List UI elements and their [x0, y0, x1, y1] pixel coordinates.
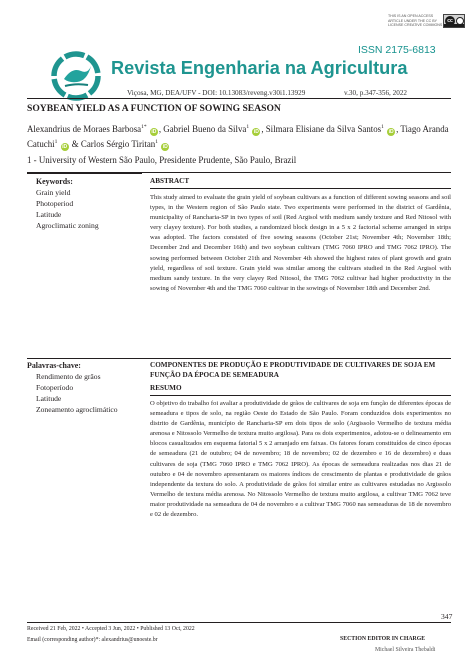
keyword: Latitude	[36, 393, 62, 403]
author-affil-mark: 1*	[141, 124, 147, 130]
author-affil-mark: 1	[381, 124, 384, 130]
affiliation: 1 - University of Western São Paulo, Presidente Prudente, São Paulo, Brazil	[27, 155, 297, 165]
author-affil-mark: 1	[155, 139, 158, 146]
keyword: Photoperiod	[36, 198, 74, 208]
orcid-icon[interactable]: iD	[62, 144, 68, 151]
author-name: Carlos Sérgio Tiritan	[80, 139, 156, 150]
section-editor-label: SECTION EDITOR IN CHARGE	[340, 636, 426, 642]
article-title: SOYBEAN YIELD AS A FUNCTION OF SOWING SEASON	[27, 103, 281, 114]
author-name: Silmara Elisiane da Silva Santos	[265, 123, 382, 134]
header-rule	[27, 98, 451, 99]
cc-by-badge[interactable]	[443, 14, 465, 28]
corresponding-email[interactable]: Email (corresponding author)*: alexandrius@unoeste.br	[27, 637, 158, 643]
keyword: Fotoperíodo	[36, 382, 74, 392]
license-text	[388, 14, 444, 28]
keywords-rule	[27, 173, 142, 174]
keyword: Grain yield	[36, 188, 71, 197]
doi-line: Viçosa, MG, DEA/UFV - DOI: 10.13083/reveng.v30i1.13929	[127, 89, 306, 97]
author-list: Alexandrius de Moraes Barbosa$^{1*}$ iD , Gabriel Bueno da Silva$^1$ iD , Silmara Elisiane da Silva Santos$^1$ iD , Tiago Aranda Catuchi$^1$ iD & Carlos Sérgio Tiritan$^1$ iD	[27, 123, 449, 151]
author-name: Alexandrius de Moraes Barbosa	[27, 123, 142, 134]
author-affil-mark: 1	[246, 124, 250, 130]
abstract-rule	[150, 188, 451, 189]
volume-line: v.30, p.347-356, 2022	[344, 89, 408, 97]
page-number: 347	[441, 612, 453, 621]
resumo-heading: RESUMO	[150, 384, 182, 392]
resumo-title: COMPONENTES DE PRODUÇÃO E PRODUTIVIDADE DE CULTIVARES DE SOJA EM FUNÇÃO DA ÉPOCA DE SEMEADURA	[150, 361, 436, 379]
author-name: Tiago Aranda Catuchi	[27, 123, 449, 150]
keyword: Agroclimatic zoning	[36, 220, 99, 230]
palavras-heading: Palavras-chave:	[27, 361, 81, 370]
license-line: LICENSE CREATIVE COMMONS	[388, 23, 443, 28]
footer-rule	[27, 622, 451, 623]
journal-title: Revista Engenharia na Agricultura	[111, 58, 408, 78]
section-editor-name: Michael Silveira Thebaldi	[375, 647, 436, 653]
section-rule	[27, 358, 451, 359]
keyword: Zoneamento agroclimático	[36, 404, 118, 414]
keyword: Rendimento de grãos	[36, 372, 101, 381]
orcid-icon[interactable]: iD	[388, 128, 394, 135]
orcid-icon[interactable]: iD	[253, 128, 259, 135]
author-affil-mark: 1	[54, 139, 58, 146]
palavras-list	[36, 372, 141, 416]
author-name: Gabriel Bueno da Silva	[163, 123, 247, 134]
issn: ISSN 2175-6813	[358, 44, 436, 56]
resumo-rule	[150, 395, 451, 396]
article-dates: Received 21 Feb, 2022 • Accepted 3 Jun, 2022 • Published 13 Oct, 2022	[27, 626, 195, 632]
keywords-heading: Keywords:	[36, 177, 73, 186]
license-line: ARTICLE UNDER THE CC BY	[388, 18, 437, 23]
cc-logo: cc	[445, 16, 455, 26]
abstract-heading: ABSTRACT	[150, 177, 190, 185]
abstract-text: This study aimed to evaluate the grain yield of soybean cultivars as a function of different sowing seasons and soil types, in the Western region of São Paulo state. Two experiments were performed in the district of Gardênia, municipality of Rancharia-SP in two types of soil (Red Argisol with medium sandy texture and Red Nitosol with very clayey texture). For both studies, a randomized block design in a 5 x 2 factorial scheme arranged in strips was adopted. The factors consisted of five sowing seasons (October 21st; November 4th; November 18th; December 2nd and December 16th) and two soybean cultivars (TMG 7060 IPRO and TMG 7062 IPRO). The sowing performed between October 21th and November 4th showed the highest rates of plant growth and grain yield, regardless of soil texture. Grain yield was similar among the cultivars studied in the Red Argisol with medium sandy texture. In the very clayey Red Nitosol, the TMG 7062 cultivar had higher productivity in the sowing of November 4th and the TMG 7060 cultivar in the sowings of November 18th and December 2nd.	[150, 194, 451, 292]
keywords-list	[36, 188, 136, 232]
resumo-text: O objetivo do trabalho foi avaliar a produtividade de grãos de cultivares de soja em função de diferentes épocas de semeadura e tipos de solo, na região Oeste do Estado de São Paulo. Foram conduzidos dois experimentos no distrito de Gardênia, município de Rancharia-SP em dois tipos de solo (Argissolo Vermelho de textura média arenosa e Nitossolo Vermelho de textura muito argilosa). Para os dois experimentos, adotou-se o delineamento em blocos casualizados em esquema fatorial 5 x 2 arranjado em faixas. Os fatores foram constituídos de cinco épocas de semeadura (21 de outubro; 04 de novembro; 18 de novembro; 02 de dezembro e 16 de dezembro) e duas cultivares de soja (TMG 7060 IPRO e TMG 7062 IPRO). As épocas de semeadura realizadas nos dias 21 de outubro e 04 de novembro apresentaram os maiores índices de crescimento de plantas e produtividade de grãos independente da textura do solo. A produtividade de grãos foi similar entre as cultivares estudadas no Argissolo Vermelho de textura média arenosa. No Nitossolo Vermelho de textura muito argilosa, a cultivar TMG 7062 teve maior produtividade na semeadura de 04 de novembro e a cultivar TMG 7060 nas semeaduras de 18 de novembro e 02 de dezembro.	[150, 400, 451, 519]
orcid-icon[interactable]: iD	[162, 144, 168, 151]
journal-logo	[50, 50, 102, 102]
license-line: THIS IS AN OPEN ACCESS	[388, 14, 434, 18]
badge-strip	[444, 24, 464, 27]
orcid-icon[interactable]: iD	[151, 128, 157, 135]
keyword: Latitude	[36, 209, 62, 219]
